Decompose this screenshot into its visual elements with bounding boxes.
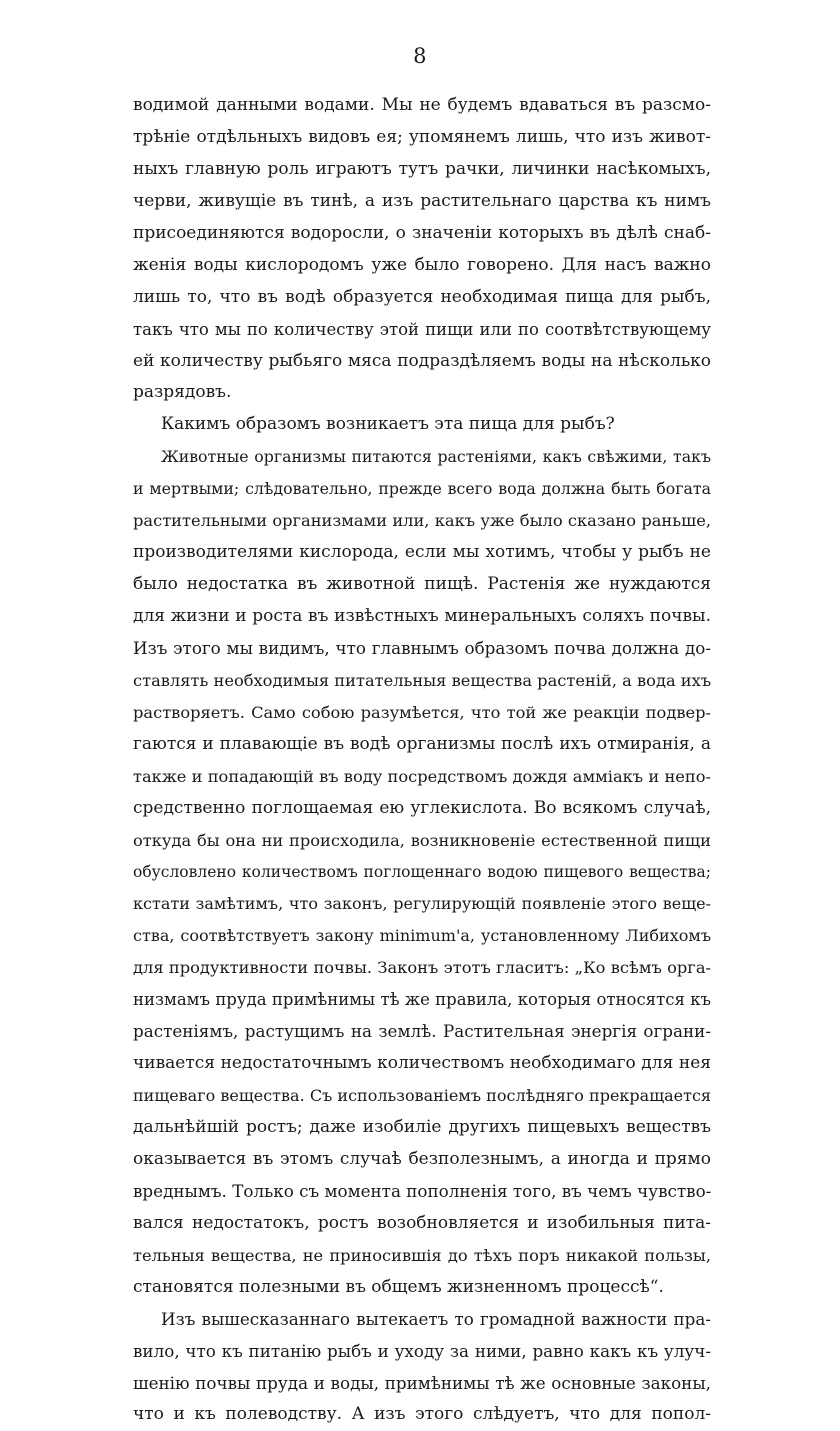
text-line: лишь то, что въ водѣ образуется необходимая пища для рыбъ,	[133, 286, 711, 307]
text-line: дальнѣйшій ростъ; даже изобиліе другихъ пищевыхъ веществъ	[133, 1117, 711, 1137]
text-line: для продуктивности почвы. Законъ этотъ гласитъ: „Ко всѣмъ орга-	[133, 958, 711, 978]
text-line: и мертвыми; слѣдовательно, прежде всего вода должна быть богата	[133, 479, 711, 499]
text-line: присоединяются водоросли, о значеніи которыхъ въ дѣлѣ снаб-	[133, 222, 711, 243]
text-line: ныхъ главную роль играютъ тутъ рачки, личинки насѣкомыхъ,	[133, 158, 711, 179]
text-line: было недостатка въ животной пищѣ. Растенія же нуждаются	[133, 574, 711, 595]
text-line: становятся полезными въ общемъ жизненномъ процессѣ“.	[133, 1276, 664, 1297]
text-line: вило, что къ питанію рыбъ и уходу за ними, равно какъ къ улуч-	[133, 1340, 711, 1361]
text-line: обусловлено количествомъ поглощеннаго водою пищевого вещества;	[133, 862, 711, 881]
text-line: Изъ этого мы видимъ, что главнымъ образомъ почва должна до-	[133, 637, 711, 658]
text-line: растворяетъ. Само собою разумѣется, что той же реакціи подвер-	[133, 702, 711, 722]
text-line: производителями кислорода, если мы хотимъ, чтобы у рыбъ не	[133, 542, 711, 563]
text-line: что и къ полеводству. А изъ этого слѣдуетъ, что для попол-	[133, 1404, 711, 1425]
text-line: тельныя вещества, не приносившія до тѣхъ поръ никакой пользы,	[133, 1245, 711, 1265]
text-line: гаются и плавающіе въ водѣ организмы послѣ ихъ отмиранія, а	[133, 733, 711, 754]
text-line: низмамъ пруда примѣнимы тѣ же правила, которыя относятся къ	[133, 990, 711, 1010]
text-line: водимой данными водами. Мы не будемъ вдаваться въ разсмо-	[133, 95, 711, 115]
text-line: ей количеству рыбьяго мяса подраздѣляемъ воды на нѣсколько	[133, 350, 711, 371]
text-line: женія воды кислородомъ уже было говорено. Для насъ важно	[133, 254, 711, 275]
text-line: оказывается въ этомъ случаѣ безполезнымъ, а иногда и прямо	[133, 1148, 711, 1169]
text-line: трѣніе отдѣльныхъ видовъ ея; упомянемъ лишь, что изъ живот-	[133, 126, 711, 147]
text-line: черви, живущіе въ тинѣ, а изъ растительнаго царства къ нимъ	[133, 190, 711, 211]
text-line: также и попадающій въ воду посредствомъ дождя аммiакъ и непо-	[133, 766, 711, 786]
text-line: средственно поглощаемая ею углекислота. Во всякомъ случаѣ,	[133, 797, 711, 818]
text-line: ства, соотвѣтствуетъ закону minimum'a, установленному Либихомъ	[133, 926, 711, 946]
text-line: такъ что мы по количеству этой пищи или по соотвѣтствующему	[133, 319, 711, 339]
text-line: чивается недостаточнымъ количествомъ необходимаго для нея	[133, 1053, 711, 1074]
text-line: Какимъ образомъ возникаетъ эта пища для рыбъ?	[161, 414, 615, 435]
text-line: вался недостатокъ, ростъ возобновляется и изобильныя пита-	[133, 1212, 711, 1233]
page-number: 8	[413, 44, 427, 68]
text-line: шенію почвы пруда и воды, примѣнимы тѣ же основные законы,	[133, 1372, 711, 1393]
text-line: для жизни и роста въ извѣстныхъ минеральныхъ соляхъ почвы.	[133, 606, 711, 626]
text-line: пищеваго вещества. Съ использованіемъ послѣдняго прекращается	[133, 1086, 711, 1106]
text-line: Животные организмы питаются растеніями, какъ свѣжими, такъ	[161, 447, 711, 467]
body-text	[133, 90, 711, 1431]
text-line: растительными организмами или, какъ уже было сказано раньше,	[133, 511, 711, 531]
text-line: ставлять необходимыя питательныя вещества растеній, а вода ихъ	[133, 670, 711, 690]
text-line: разрядовъ.	[133, 382, 232, 403]
text-line: растеніямъ, растущимъ на землѣ. Растительная энергія ограни-	[133, 1021, 711, 1042]
text-line: вреднымъ. Только съ момента пополненія того, въ чемъ чувство-	[133, 1180, 711, 1201]
text-line: кстати замѣтимъ, что законъ, регулирующій появленіе этого веще-	[133, 894, 711, 914]
text-line: откуда бы она ни происходила, возникновеніе естественной пищи	[133, 830, 711, 850]
text-line: Изъ вышесказаннаго вытекаетъ то громадной важности пра-	[161, 1308, 711, 1329]
